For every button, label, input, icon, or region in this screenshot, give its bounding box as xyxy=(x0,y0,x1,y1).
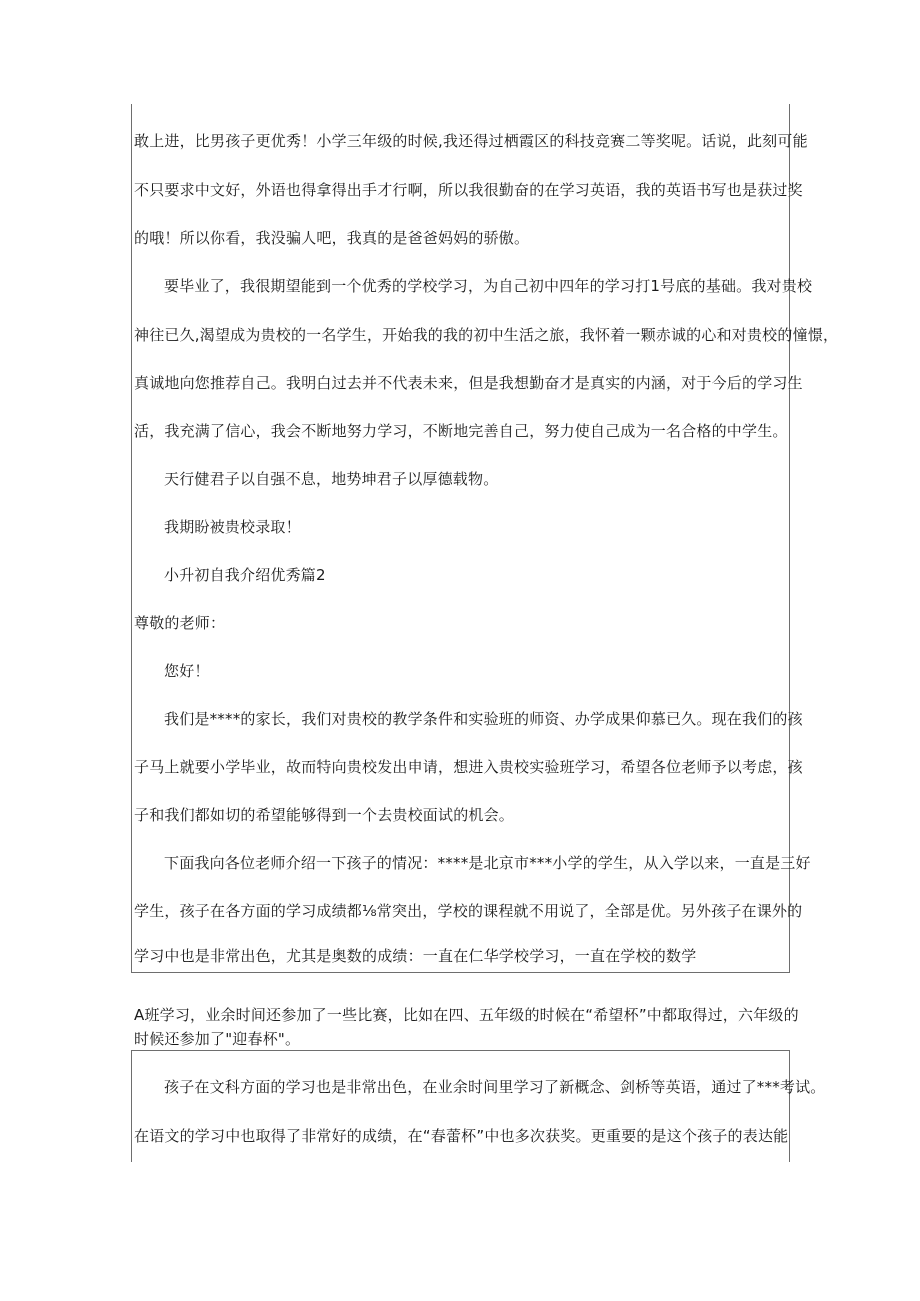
paragraph-line: A班学习，业余时间还参加了一些比赛，比如在四、五年级的时候在“希望杯”中都取得过，六年级的 xyxy=(134,1006,799,1024)
salutation: 尊敬的老师： xyxy=(134,614,226,632)
paragraph-line: 子马上就要小学毕业，故而特向贵校发出申请，想进入贵校实验班学习，希望各位老师予以考虑，孩 xyxy=(134,758,803,776)
paragraph-line: 要毕业了，我很期望能到一个优秀的学校学习，为自己初中四年的学习打1号底的基础。我对贵校 xyxy=(164,277,813,295)
section-title: 小升初自我介绍优秀篇2 xyxy=(164,566,326,584)
paragraph-line: 我期盼被贵校录取！ xyxy=(164,518,301,536)
paragraph-line: 活，我充满了信心，我会不断地努力学习，不断地完善自己，努力使自己成为一名合格的中学生。 xyxy=(134,422,788,440)
paragraph-line: 孩子在文科方面的学习也是非常出色，在业余时间里学习了新概念、剑桥等英语，通过了***考试。 xyxy=(164,1078,826,1096)
paragraph-line: 学生，孩子在各方面的学习成绩都⅛常突出，学校的课程就不用说了，全部是优。另外孩子在课外的 xyxy=(134,902,803,920)
paragraph-line: 子和我们都如切的希望能够得到一个去贵校面试的机会。 xyxy=(134,806,515,824)
paragraph-line: 天行健君子以自强不息，地势坤君子以厚德载物。 xyxy=(164,470,499,488)
paragraph-line: 时候还参加了"迎春杯"。 xyxy=(134,1030,301,1048)
paragraph-line: 学习中也是非常出色，尤其是奥数的成绩：一直在仁华学校学习，一直在学校的数学 xyxy=(134,947,697,965)
paragraph-line: 真诚地向您推荐自己。我明白过去并不代表未来，但是我想勤奋才是真实的内涵，对于今后的学习生 xyxy=(134,374,803,392)
paragraph-line: 的哦！所以你看，我没骗人吧，我真的是爸爸妈妈的骄傲。 xyxy=(134,229,530,247)
greeting: 您好！ xyxy=(164,662,210,680)
paragraph-line: 在语文的学习中也取得了非常好的成绩，在“春蕾杯”中也多次获奖。更重要的是这个孩子的表达能 xyxy=(134,1127,789,1145)
paragraph-line: 神往已久,渴望成为贵校的一名学生，开始我的我的初中生活之旅，我怀着一颗赤诚的心和对贵校的憧憬， xyxy=(134,326,839,344)
paragraph-line: 下面我向各位老师介绍一下孩子的情况：****是北京市***小学的学生，从入学以来，一直是三好 xyxy=(164,854,811,872)
paragraph-line: 我们是****的家长，我们对贵校的教学条件和实验班的师资、办学成果仰慕已久。现在我们的孩 xyxy=(164,710,803,728)
paragraph-line: 敢上进，比男孩子更优秀！小学三年级的时候,我还得过栖霞区的科技竞赛二等奖呢。话说，此刻可能 xyxy=(134,132,808,150)
paragraph-line: 不只要求中文好，外语也得拿得出手才行啊，所以我很勤奋的在学习英语，我的英语书写也是获过奖 xyxy=(134,181,803,199)
